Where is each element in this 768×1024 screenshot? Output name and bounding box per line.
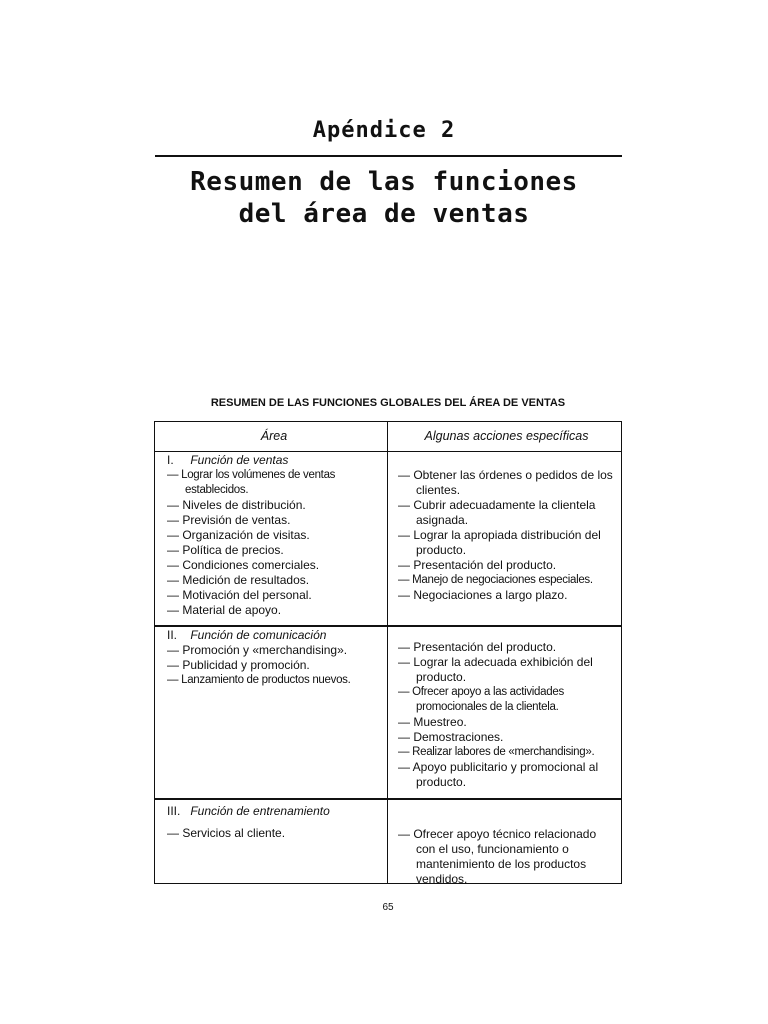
list-item: — Publicidad y promoción. [167, 658, 381, 673]
list-item: — Lograr la apropiada distribución del producto. [398, 528, 615, 558]
actions-cell [388, 452, 621, 625]
table-row-communication-function [155, 625, 621, 798]
section-number: II. [167, 628, 178, 642]
area-list [167, 468, 381, 618]
actions-list [398, 640, 615, 790]
list-item: — Organización de visitas. [167, 528, 381, 543]
list-item: — Medición de resultados. [167, 573, 381, 588]
column-header-area: Área [155, 422, 388, 451]
section-title [167, 628, 381, 643]
chapter-title-line-2: del área de ventas [238, 199, 530, 229]
list-item: — Condiciones comerciales. [167, 558, 381, 573]
list-item: — Presentación del producto. [398, 640, 615, 655]
area-cell [155, 452, 388, 625]
appendix-label: Apéndice 2 [312, 118, 456, 143]
list-item: — Servicios al cliente. [167, 826, 381, 841]
actions-list [398, 827, 615, 887]
list-item: — Material de apoyo. [167, 603, 381, 618]
area-cell [155, 800, 388, 883]
section-name: Función de comunicación [190, 628, 327, 642]
list-item: — Demostraciones. [398, 730, 615, 745]
actions-list [398, 468, 615, 603]
table-row-sales-function [155, 451, 621, 625]
column-header-actions: Algunas acciones específicas [424, 429, 589, 443]
table-header-row [155, 422, 621, 451]
actions-cell [388, 627, 621, 798]
list-item: — Lograr la adecuada exhibición del producto. [398, 655, 615, 685]
summary-table [154, 421, 622, 884]
area-cell [155, 627, 388, 798]
table-caption: RESUMEN DE LAS FUNCIONES GLOBALES DEL ÁREA DE VENTAS [210, 397, 566, 409]
title-rule [155, 155, 622, 157]
list-item: — Cubrir adecuadamente la clientela asignada. [398, 498, 615, 528]
section-name: Función de ventas [190, 453, 289, 467]
page-number: 65 [382, 902, 394, 913]
section-title [167, 453, 381, 468]
list-item: — Promoción y «merchandising». [167, 643, 381, 658]
section-number: III. [167, 804, 181, 818]
chapter-title [0, 166, 768, 230]
list-item: — Lanzamiento de productos nuevos. [167, 673, 381, 688]
list-item: — Niveles de distribución. [167, 498, 381, 513]
list-item: — Obtener las órdenes o pedidos de los clientes. [398, 468, 615, 498]
list-item: — Realizar labores de «merchandising». [398, 745, 615, 760]
list-item: — Apoyo publicitario y promocional al producto. [398, 760, 615, 790]
table-row-training-function [155, 798, 621, 886]
section-name: Función de entrenamiento [190, 804, 330, 818]
actions-cell [388, 800, 621, 886]
list-item: — Motivación del personal. [167, 588, 381, 603]
section-title [167, 804, 381, 819]
list-item: — Previsión de ventas. [167, 513, 381, 528]
list-item: — Lograr los volúmenes de ventas establecidos. [167, 468, 381, 498]
area-list [167, 826, 381, 841]
list-item: — Política de precios. [167, 543, 381, 558]
chapter-title-line-1: Resumen de las funciones [190, 167, 578, 197]
list-item: — Presentación del producto. [398, 558, 615, 573]
list-item: — Ofrecer apoyo técnico relacionado con el uso, funcionamiento o mantenimiento de los productos vendidos. [398, 827, 615, 887]
section-number: I. [167, 453, 174, 467]
list-item: — Negociaciones a largo plazo. [398, 588, 615, 603]
list-item: — Manejo de negociaciones especiales. [398, 573, 615, 588]
list-item: — Ofrecer apoyo a las actividades promocionales de la clientela. [398, 685, 615, 715]
area-list [167, 643, 381, 688]
list-item: — Muestreo. [398, 715, 615, 730]
